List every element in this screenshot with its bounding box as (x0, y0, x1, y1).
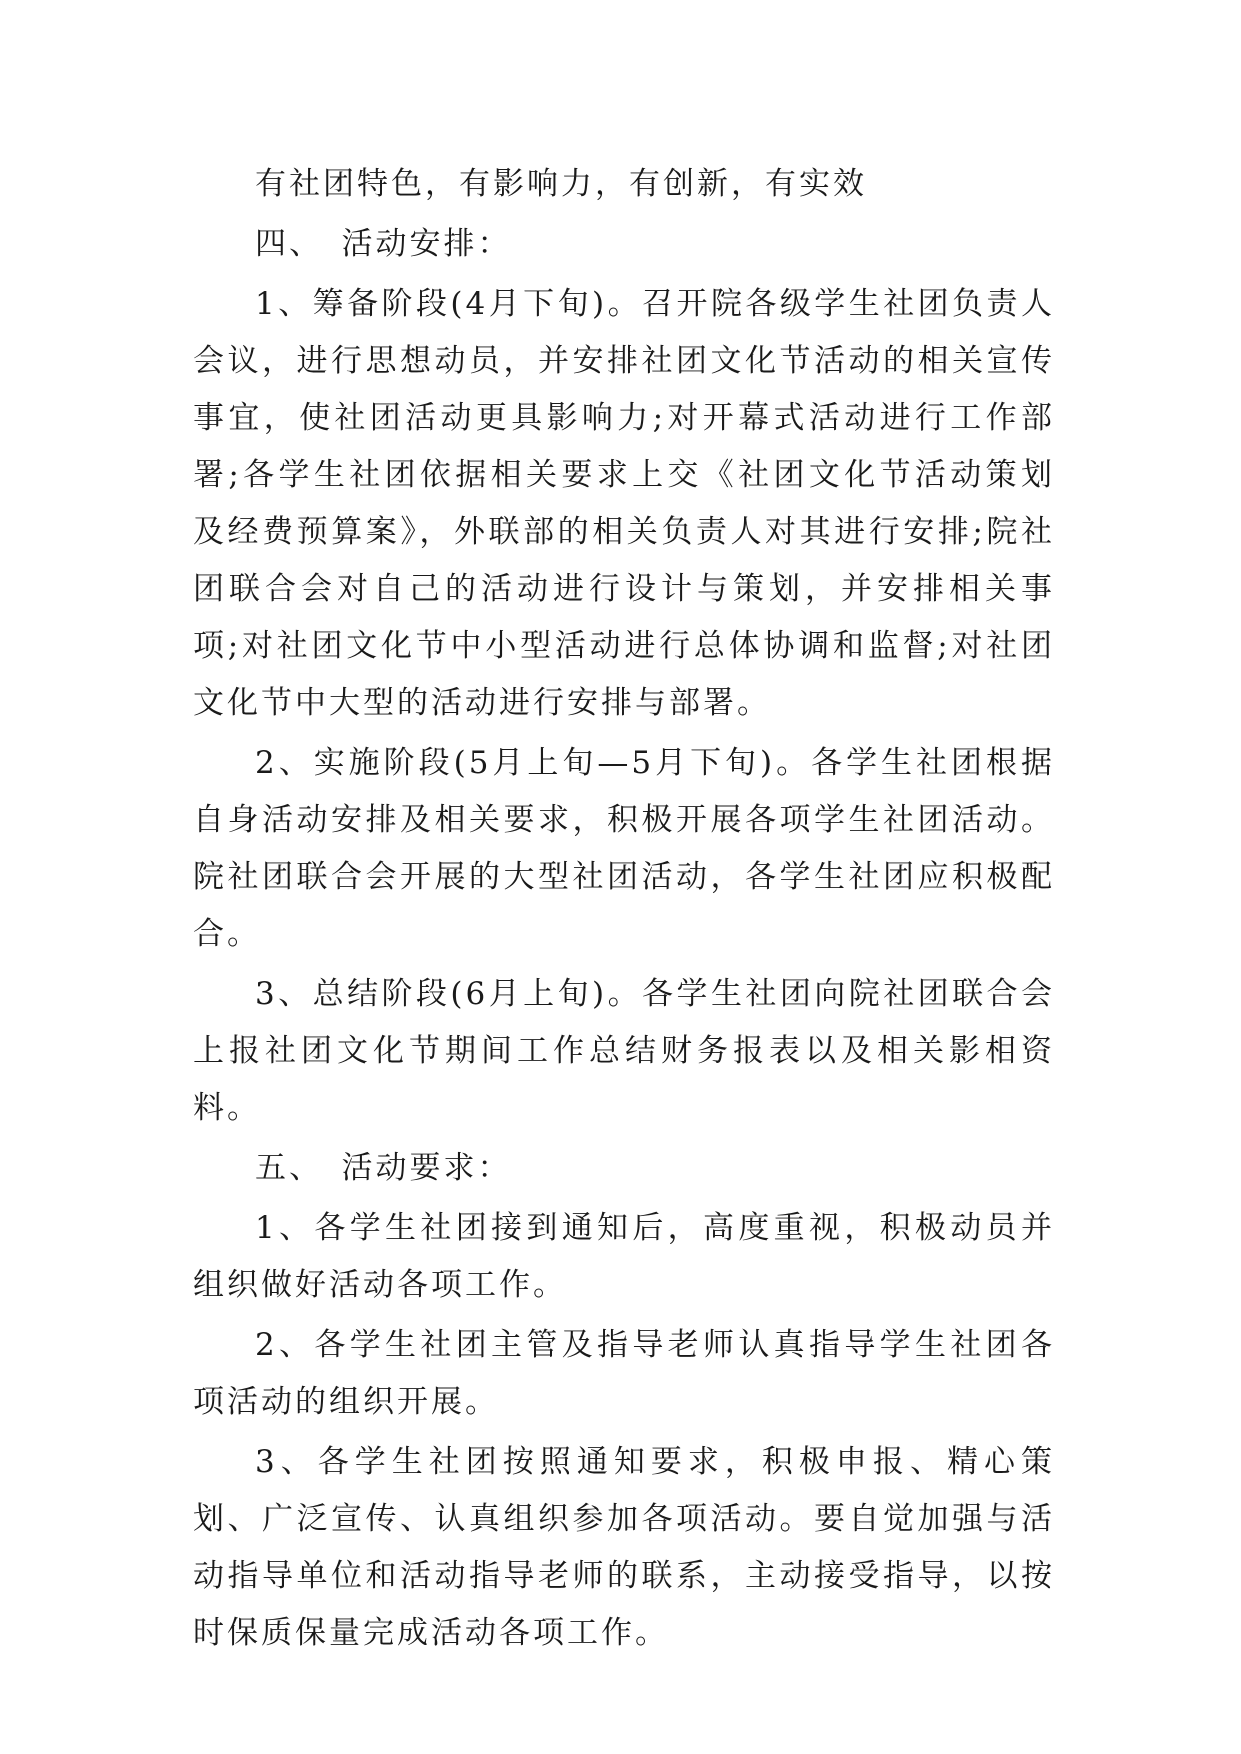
paragraph-requirement-2: 2、各学生社团主管及指导老师认真指导学生社团各项活动的组织开展。 (193, 1327, 1055, 1420)
paragraph-preparation-stage: 1、筹备阶段(4月下旬)。召开院各级学生社团负责人会议，进行思想动员，并安排社团文化节活动的相关宣传事宜，使社团活动更具影响力;对开幕式活动进行工作部署;各学生社团依据相关要求上交《社团文化节活动策划及经费预算案》，外联部的相关负责人对其进行安排;院社团联合会对自己的活动进行设计与策划，并安排相关事项;对社团文化节中小型活动进行总体协调和监督;对社团文化节中大型的活动进行安排与部署。 (193, 286, 1055, 721)
section-heading-activity-schedule: 四、 活动安排： (255, 226, 512, 262)
paragraph-summary-line: 有社团特色，有影响力，有创新，有实效 (255, 166, 867, 202)
document-body (193, 156, 1055, 1665)
section-heading-activity-requirements: 五、 活动要求： (255, 1150, 512, 1186)
paragraph-requirement-3: 3、各学生社团按照通知要求，积极申报、精心策划、广泛宣传、认真组织参加各项活动。要自觉加强与活动指导单位和活动指导老师的联系，主动接受指导，以按时保质保量完成活动各项工作。 (193, 1444, 1055, 1651)
paragraph-requirement-1: 1、各学生社团接到通知后，高度重视，积极动员并组织做好活动各项工作。 (193, 1210, 1055, 1303)
paragraph-summary-stage: 3、总结阶段(6月上旬)。各学生社团向院社团联合会上报社团文化节期间工作总结财务报表以及相关影相资料。 (193, 976, 1055, 1126)
paragraph-implementation-stage: 2、实施阶段(5月上旬—5月下旬)。各学生社团根据自身活动安排及相关要求，积极开展各项学生社团活动。院社团联合会开展的大型社团活动，各学生社团应积极配合。 (193, 745, 1055, 952)
